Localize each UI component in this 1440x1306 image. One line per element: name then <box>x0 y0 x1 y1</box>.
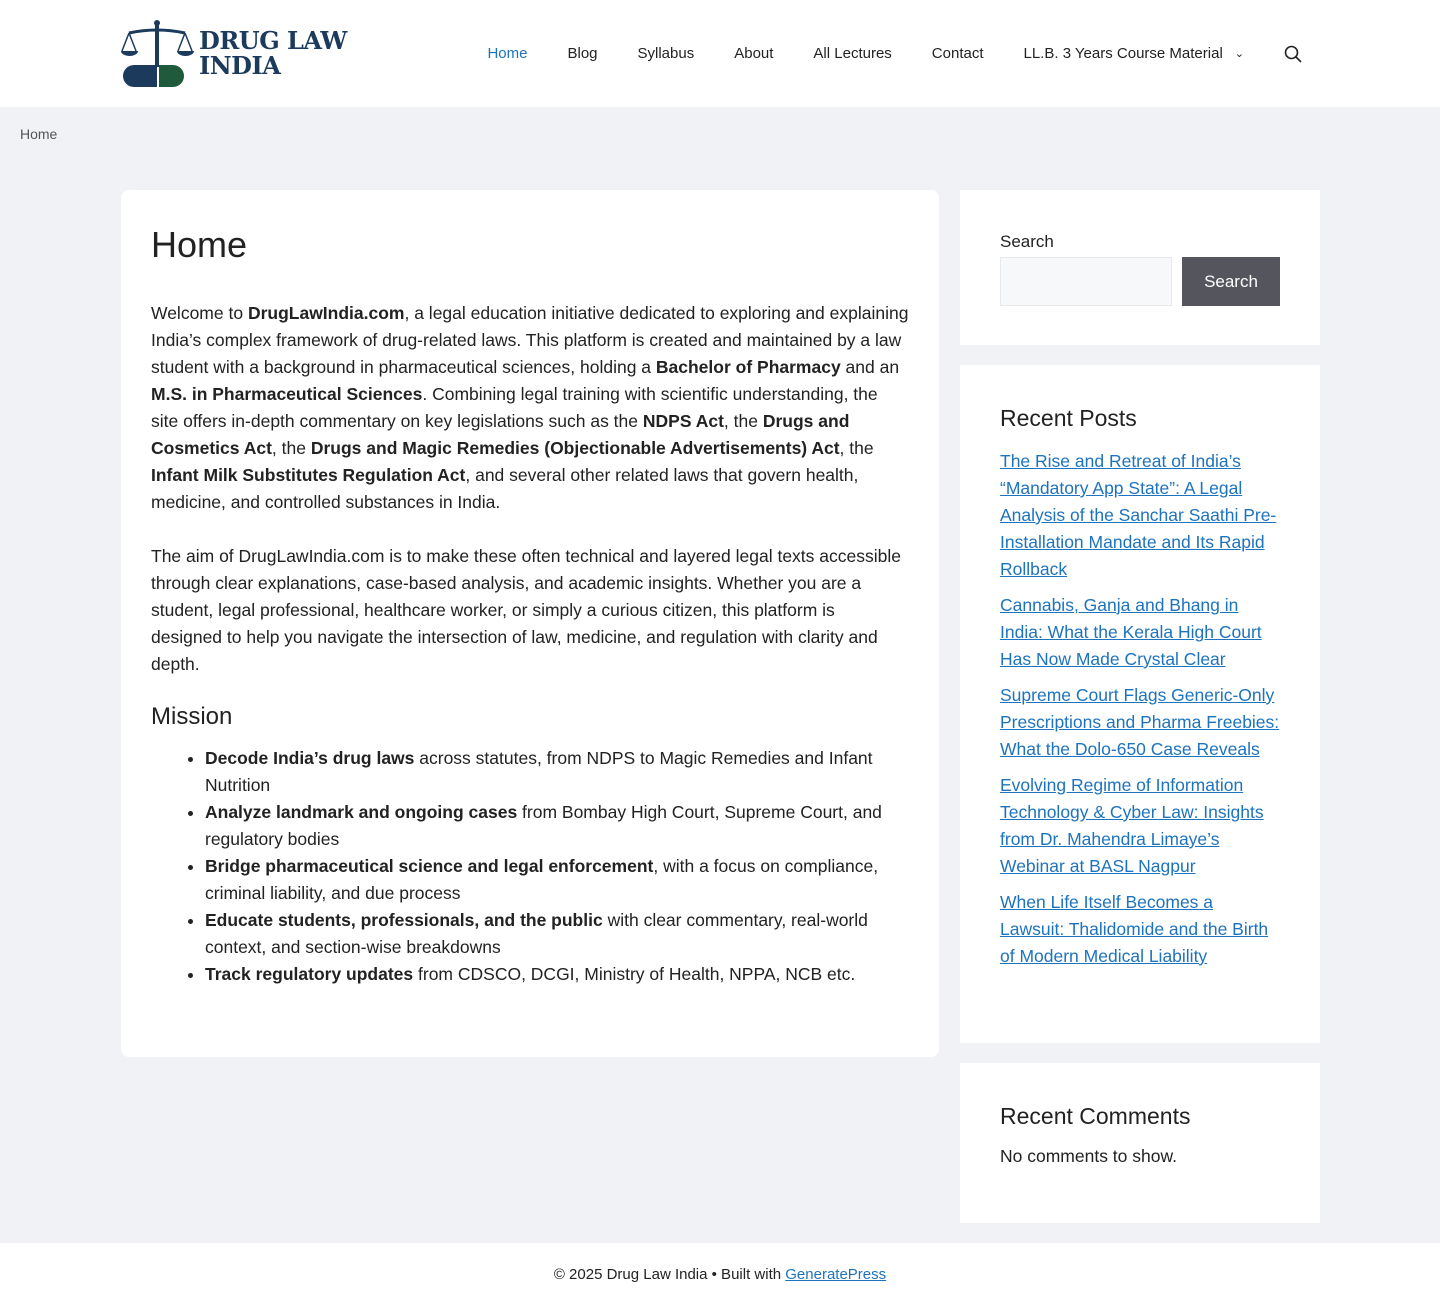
recent-post-link[interactable]: When Life Itself Becomes a Lawsuit: Thalidomide and the Birth of Modern Medical Liability <box>1000 892 1269 966</box>
recent-comments-widget <box>960 1063 1320 1223</box>
text-segment: , the <box>723 411 763 431</box>
bold-text: Educate students, professionals, and the public <box>205 910 603 930</box>
nav-syllabus[interactable]: Syllabus <box>637 45 695 62</box>
search-icon[interactable] <box>1284 45 1302 63</box>
text-segment: The aim of DrugLawIndia.com is to make these often technical and layered legal texts accessible through clear explanations, case-based analysis, and academic insights. Whether you are a student, legal professional, healthcare worker, or simply a curious citizen, this platform is designed to help you navigate the intersection of law, medicine, and regulation with clarity and depth. <box>151 546 901 674</box>
nav-about[interactable]: About <box>734 45 774 62</box>
recent-post-link[interactable]: The Rise and Retreat of India’s “Mandatory App State”: A Legal Analysis of the Sanchar Saathi Pre-Installation Mandate and Its Rapid Rollback <box>1000 451 1277 579</box>
intro-paragraph <box>151 300 909 516</box>
nav-llb-label: LL.B. 3 Years Course Material <box>1023 45 1223 62</box>
recent-posts-title: Recent Posts <box>1000 405 1137 431</box>
breadcrumb[interactable]: Home <box>20 126 58 142</box>
main-nav <box>447 0 1302 107</box>
search-label: Search <box>1000 232 1054 251</box>
search-input[interactable] <box>1000 257 1172 306</box>
search-widget <box>960 190 1320 345</box>
generatepress-link[interactable]: GeneratePress <box>785 1266 887 1283</box>
chevron-down-icon: ⌄ <box>1234 48 1244 60</box>
bold-text: Infant Milk Substitutes Regulation Act <box>151 465 466 485</box>
recent-comments-title: Recent Comments <box>1000 1103 1191 1129</box>
bold-text: NDPS Act <box>642 411 724 431</box>
bold-text: Analyze landmark and ongoing cases <box>205 802 518 822</box>
text-segment: . Combining legal training with scientific understanding, the site offers in-depth commentary on key legislations such as the <box>151 384 878 431</box>
text-segment: , the <box>839 438 874 458</box>
bold-text: Bachelor of Pharmacy <box>655 357 841 377</box>
recent-post-link[interactable]: Supreme Court Flags Generic-Only Prescriptions and Pharma Freebies: What the Dolo-650 Case Reveals <box>1000 685 1280 759</box>
mission-item <box>205 745 909 799</box>
text-segment: Welcome to <box>151 303 248 323</box>
text-segment: with clear commentary, real-world context, and section-wise breakdowns <box>205 910 868 957</box>
mission-list <box>205 745 909 988</box>
mission-heading: Mission <box>151 703 233 730</box>
site-footer <box>0 1243 1440 1306</box>
recent-post-link[interactable]: Evolving Regime of Information Technology & Cyber Law: Insights from Dr. Mahendra Limaye’s Webinar at BASL Nagpur <box>1000 775 1264 876</box>
nav-llb-course-material[interactable] <box>1024 45 1245 62</box>
bold-text: DrugLawIndia.com <box>247 303 405 323</box>
footer-copyright: © 2025 Drug Law India • Built with <box>553 1266 786 1283</box>
search-button[interactable]: Search <box>1182 257 1280 306</box>
no-comments-text: No comments to show. <box>1000 1146 1178 1166</box>
scales-pill-logo-icon <box>121 19 195 87</box>
text-segment: from CDSCO, DCGI, Ministry of Health, NPPA, NCB etc. <box>413 964 856 984</box>
mission-item <box>205 853 909 907</box>
mission-item <box>205 799 909 853</box>
mission-item <box>205 907 909 961</box>
nav-contact[interactable]: Contact <box>931 45 984 62</box>
bold-text: Decode India’s drug laws <box>205 748 415 768</box>
site-header <box>0 0 1440 107</box>
text-segment: , a legal education initiative dedicated to exploring and explaining India’s complex framework of drug-related laws. This platform is created and maintained by a law student with a background in pharmaceutical sciences, holding a <box>151 303 909 377</box>
mission-item <box>205 961 909 988</box>
text-segment: and an <box>840 357 900 377</box>
bold-text: M.S. in Pharmaceutical Sciences <box>151 384 423 404</box>
nav-blog[interactable]: Blog <box>567 45 598 62</box>
site-logo[interactable] <box>121 19 347 87</box>
main-content <box>121 190 939 1057</box>
nav-all-lectures[interactable]: All Lectures <box>813 45 892 62</box>
recent-posts-widget <box>960 365 1320 1043</box>
text-segment: , the <box>271 438 311 458</box>
text-segment: , with a focus on compliance, criminal liability, and due process <box>205 856 879 903</box>
recent-post-link[interactable]: Cannabis, Ganja and Bhang in India: What the Kerala High Court Has Now Made Crystal Clear <box>1000 595 1262 669</box>
text-segment: from Bombay High Court, Supreme Court, and regulatory bodies <box>205 802 882 849</box>
text-segment: , and several other related laws that govern health, medicine, and controlled substances in India. <box>151 465 859 512</box>
bold-text: Drugs and Magic Remedies (Objectionable Advertisements) Act <box>310 438 840 458</box>
bold-text: Track regulatory updates <box>205 964 414 984</box>
logo-line2: INDIA <box>199 51 281 80</box>
text-segment: across statutes, from NDPS to Magic Remedies and Infant Nutrition <box>205 748 873 795</box>
logo-line1: DRUG LAW <box>199 26 347 55</box>
aim-paragraph <box>151 543 909 678</box>
page-title: Home <box>151 224 248 265</box>
nav-home[interactable]: Home <box>487 45 528 62</box>
bold-text: Bridge pharmaceutical science and legal enforcement <box>205 856 654 876</box>
bold-text: Drugs and Cosmetics Act <box>151 411 850 458</box>
